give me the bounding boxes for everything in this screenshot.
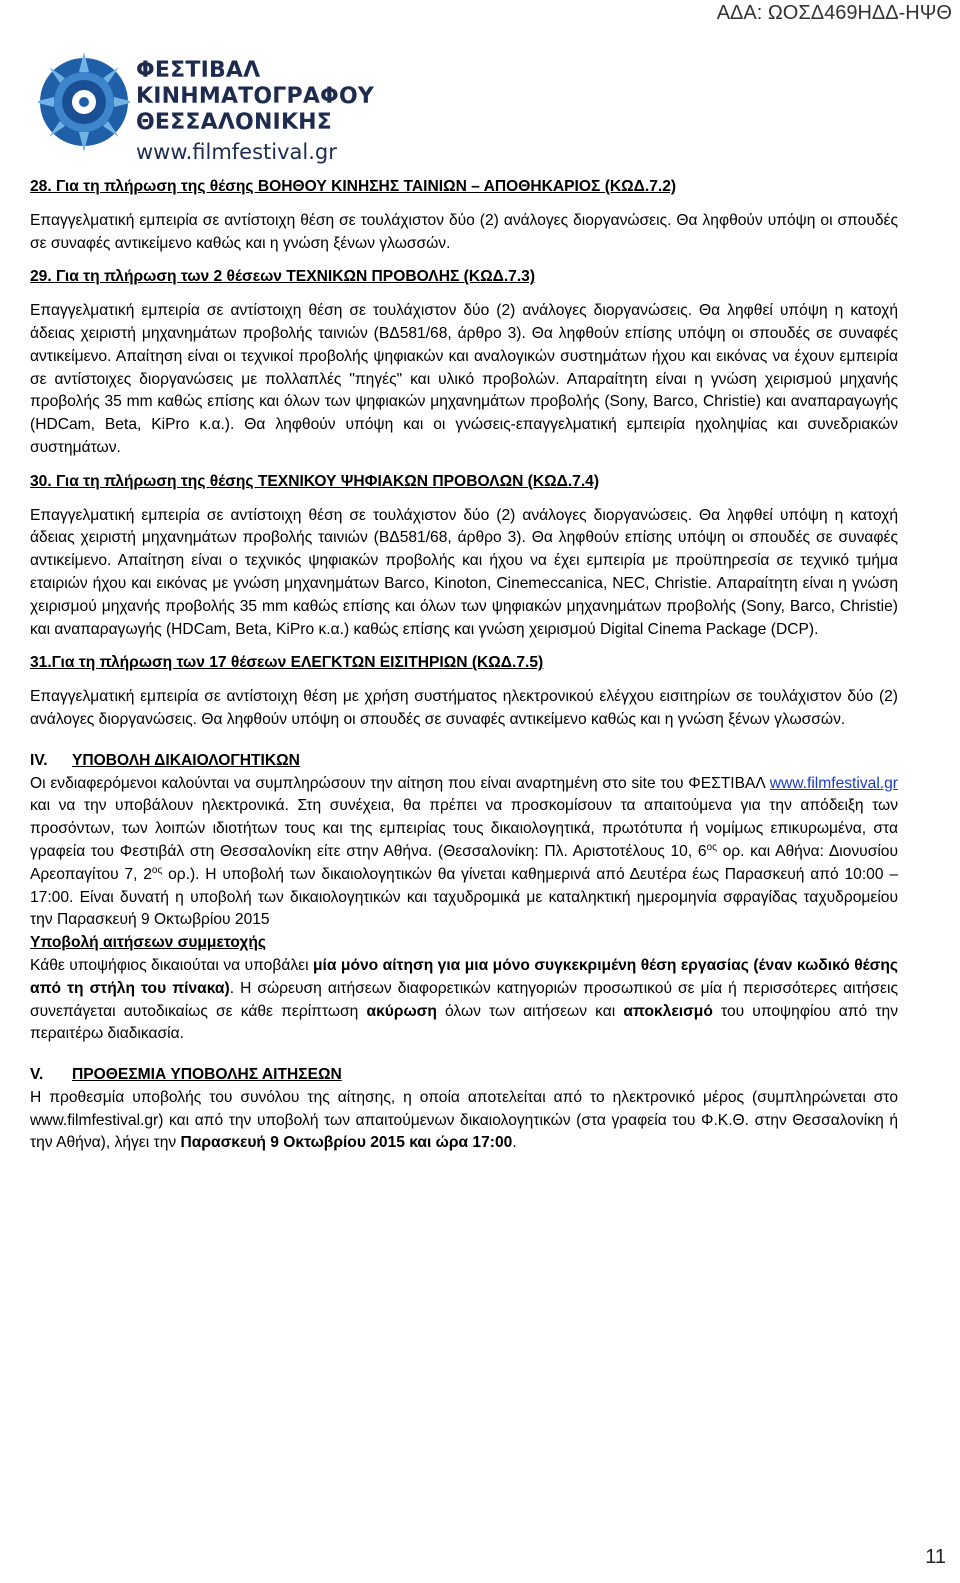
- logo-line-1: ΦΕΣΤΙΒΑΛ: [136, 58, 261, 83]
- document-body: [30, 176, 898, 1155]
- bold-text: ακύρωση: [366, 1002, 437, 1020]
- festival-emblem-icon: [38, 46, 130, 158]
- section-31-body: Επαγγελματική εμπειρία σε αντίστοιχη θέση με χρήση συστήματος ηλεκτρονικού ελέγχου εισιτηρίων σε τουλάχιστον δύο (2) ανάλογες διοργανώσεις. Θα ληφθούν υπόψη οι σπουδές σε συναφές αντικείμενο καθώς και η γνώση ξένων γλωσσών.: [30, 688, 898, 728]
- section-30-heading: 30. Για τη πλήρωση της θέσης ΤΕΧΝΙΚΟΥ ΨΗΦΙΑΚΩΝ ΠΡΟΒΟΛΩΝ (ΚΩΔ.7.4): [30, 472, 600, 490]
- text: Η προθεσμία υποβολής του συνόλου της αίτησης, η οποία αποτελείται από το ηλεκτρονικό μέρος (συμπληρώνεται στο www.filmfestival.gr) και από την υποβολή των απαιτούμενων δικαιολογητικών (στα γραφεία του Φ.Κ.Θ. στην Θεσσαλονίκη ή την Αθήνα), λήγει την: [30, 1088, 898, 1152]
- section-29-heading: 29. Για τη πλήρωση των 2 θέσεων ΤΕΧΝΙΚΩΝ ΠΡΟΒΟΛΗΣ (ΚΩΔ.7.3): [30, 268, 536, 286]
- text: ορ. και Αθήνα: Διονυσίου Αρεοπαγίτου 7, 2: [30, 842, 898, 883]
- bold-text: μία μόνο αίτηση για μια μόνο συγκεκριμένη θέση εργασίας (έναν κωδικό θέσης από τη στήλη του πίνακα): [30, 956, 898, 997]
- text: όλων των αιτήσεων και: [436, 1002, 624, 1020]
- section-iv-number: IV.: [30, 751, 48, 769]
- text: και να την υποβάλουν ηλεκτρονικά. Στη συνέχεια, θα πρέπει να προσκομίσουν τα απαιτούμενα για την απόδειξη των προσόντων, των λοιπών ιδιοτήτων τους και της εμπειρίας τους δικαιολογητικά, πρωτότυπα ή νομίμως επικυρωμένα, στα γραφεία του Φεστιβάλ στη Θεσσαλονίκη είτε στην Αθήνα. (Θεσσαλονίκη: Πλ. Αριστοτέλους 10, 6: [30, 797, 898, 860]
- section-iv-paragraph: [30, 773, 898, 933]
- section-v-number: V.: [30, 1066, 44, 1084]
- section-28-heading: 28. Για τη πλήρωση της θέσης ΒΟΗΘΟΥ ΚΙΝΗΣΗΣ ΤΑΙΝΙΩΝ – ΑΠΟΘΗΚΑΡΙΟΣ (ΚΩΔ.7.2): [30, 178, 677, 195]
- section-31-heading: 31.Για τη πλήρωση των 17 θέσεων ΕΛΕΓΚΤΩΝ ΕΙΣΙΤΗΡΙΩΝ (ΚΩΔ.7.5): [30, 654, 544, 672]
- text: Οι ενδιαφερόμενοι καλούνται να συμπληρώσουν την αίτηση που είναι αναρτημένη στο site του ΦΕΣΤΙΒΑΛ: [30, 774, 770, 792]
- submission-paragraph: [30, 955, 898, 1046]
- text: .: [512, 1134, 517, 1152]
- page-number: 11: [925, 1546, 946, 1568]
- section-30-body: Επαγγελματική εμπειρία σε αντίστοιχη θέση σε τουλάχιστον δύο (2) ανάλογες διοργανώσεις. Θα ληφθεί υπόψη η κατοχή άδειας χειριστή μηχανημάτων προβολής ταινιών (ΒΔ581/68, άρθρο 3). Θα ληφθούν επίσης υπόψη οι σπουδές σε συναφές αντικείμενο. Απαίτηση είναι ο τεχνικός ψηφιακών προβολής και ήχου να έχει εμπειρία με προϋπηρεσία σε τεχνικό τμήμα εταιριών ήχου και εικόνας με γνώση μηχανημάτων Barco, Kinoton, Cinemeccanica, NEC, Christie. Απαραίτητη είναι η γνώση χειρισμού μηχανής προβολής 35 mm καθώς επίσης και όλων των ψηφιακών μηχανημάτων προβολής (Sony, Barco, Christie) και αναπαραγωγής (HDCam, Beta, KiPro κ.α.) καθώς επίσης και γνώση χειρισμού Digital Cinema Package (DCP).: [30, 506, 898, 638]
- section-29-body: Επαγγελματική εμπειρία σε αντίστοιχη θέση σε τουλάχιστον δύο (2) ανάλογες διοργανώσεις. Θα ληφθεί υπόψη η κατοχή άδειας χειριστή μηχανημάτων προβολής ταινιών (ΒΔ581/68, άρθρο 3). Θα ληφθούν επίσης υπόψη οι σπουδές σε συναφές αντικείμενο. Απαίτηση είναι οι τεχνικοί προβολής ψηφιακών και αναλογικών συστημάτων ήχου και εικόνας να έχουν εμπειρία σε αντίστοιχες διοργανώσεις με πολλαπλές "πηγές" και υλικό προβολών. Απαραίτητη είναι η γνώση χειρισμού μηχανής προβολής 35 mm καθώς επίσης και όλων των ψηφιακών μηχανημάτων προβολής (Sony, Barco, Christie) και αναπαραγωγής (HDCam, Beta, KiPro κ.α.). Θα ληφθούν υπόψη και οι γνώσεις-επαγγελματική εμπειρία ηχοληψίας και συνεδριακών συστημάτων.: [30, 302, 898, 456]
- logo-url: www.filmfestival.gr: [136, 140, 337, 164]
- text: του υποψηφίου από την περαιτέρω διαδικασία.: [30, 1002, 898, 1043]
- festival-logo: [38, 46, 374, 168]
- bold-text: αποκλεισμό: [623, 1002, 713, 1020]
- superscript: ος: [706, 841, 717, 853]
- logo-line-3: ΘΕΣΣΑΛΟΝΙΚΗΣ: [136, 110, 333, 135]
- bold-text: Παρασκευή 9 Οκτωβρίου 2015 και ώρα 17:00: [180, 1134, 513, 1152]
- filmfestival-link[interactable]: www.filmfestival.gr: [769, 774, 898, 792]
- text: Κάθε υποψήφιος δικαιούται να υποβάλει: [30, 956, 313, 974]
- section-28-body: Επαγγελματική εμπειρία σε αντίστοιχη θέση σε τουλάχιστον δύο (2) ανάλογες διοργανώσεις. Θα ληφθούν υπόψη οι σπουδές σε συναφές αντικείμενο καθώς και η γνώση ξένων γλωσσών.: [30, 211, 898, 252]
- logo-line-2: ΚΙΝΗΜΑΤΟΓΡΑΦΟΥ: [136, 84, 374, 109]
- text: . Η σώρευση αιτήσεων διαφορετικών κατηγοριών προσωπικού σε μία ή περισσότερες αιτήσεις συνεπάγεται αυτοδικαίως σε κάθε περίπτωση: [30, 979, 898, 1020]
- text: ορ.). Η υποβολή των δικαιολογητικών θα γίνεται καθημερινά από Δευτέρα έως Παρασκευή από 10:00 – 17:00. Είναι δυνατή η υποβολή των δικαιολογητικών και ταχυδρομικά με καταληκτική ημερομηνία σφραγίδας ταχυδρομείου την Παρασκευή 9 Οκτωβρίου 2015: [30, 865, 898, 929]
- submission-subheading: Υποβολή αιτήσεων συμμετοχής: [30, 934, 266, 952]
- section-iv-title: ΥΠΟΒΟΛΗ ΔΙΚΑΙΟΛΟΓΗΤΙΚΩΝ: [72, 751, 300, 769]
- section-v-title: ΠΡΟΘΕΣΜΙΑ ΥΠΟΒΟΛΗΣ ΑΙΤΗΣΕΩΝ: [72, 1066, 342, 1084]
- section-v-paragraph: [30, 1087, 898, 1155]
- ada-code: ΑΔΑ: ΩΟΣΔ469ΗΔΔ-ΗΨΘ: [716, 2, 952, 24]
- superscript: ος: [151, 864, 163, 876]
- section-iv-heading: [30, 750, 898, 773]
- section-v-heading: [30, 1064, 898, 1087]
